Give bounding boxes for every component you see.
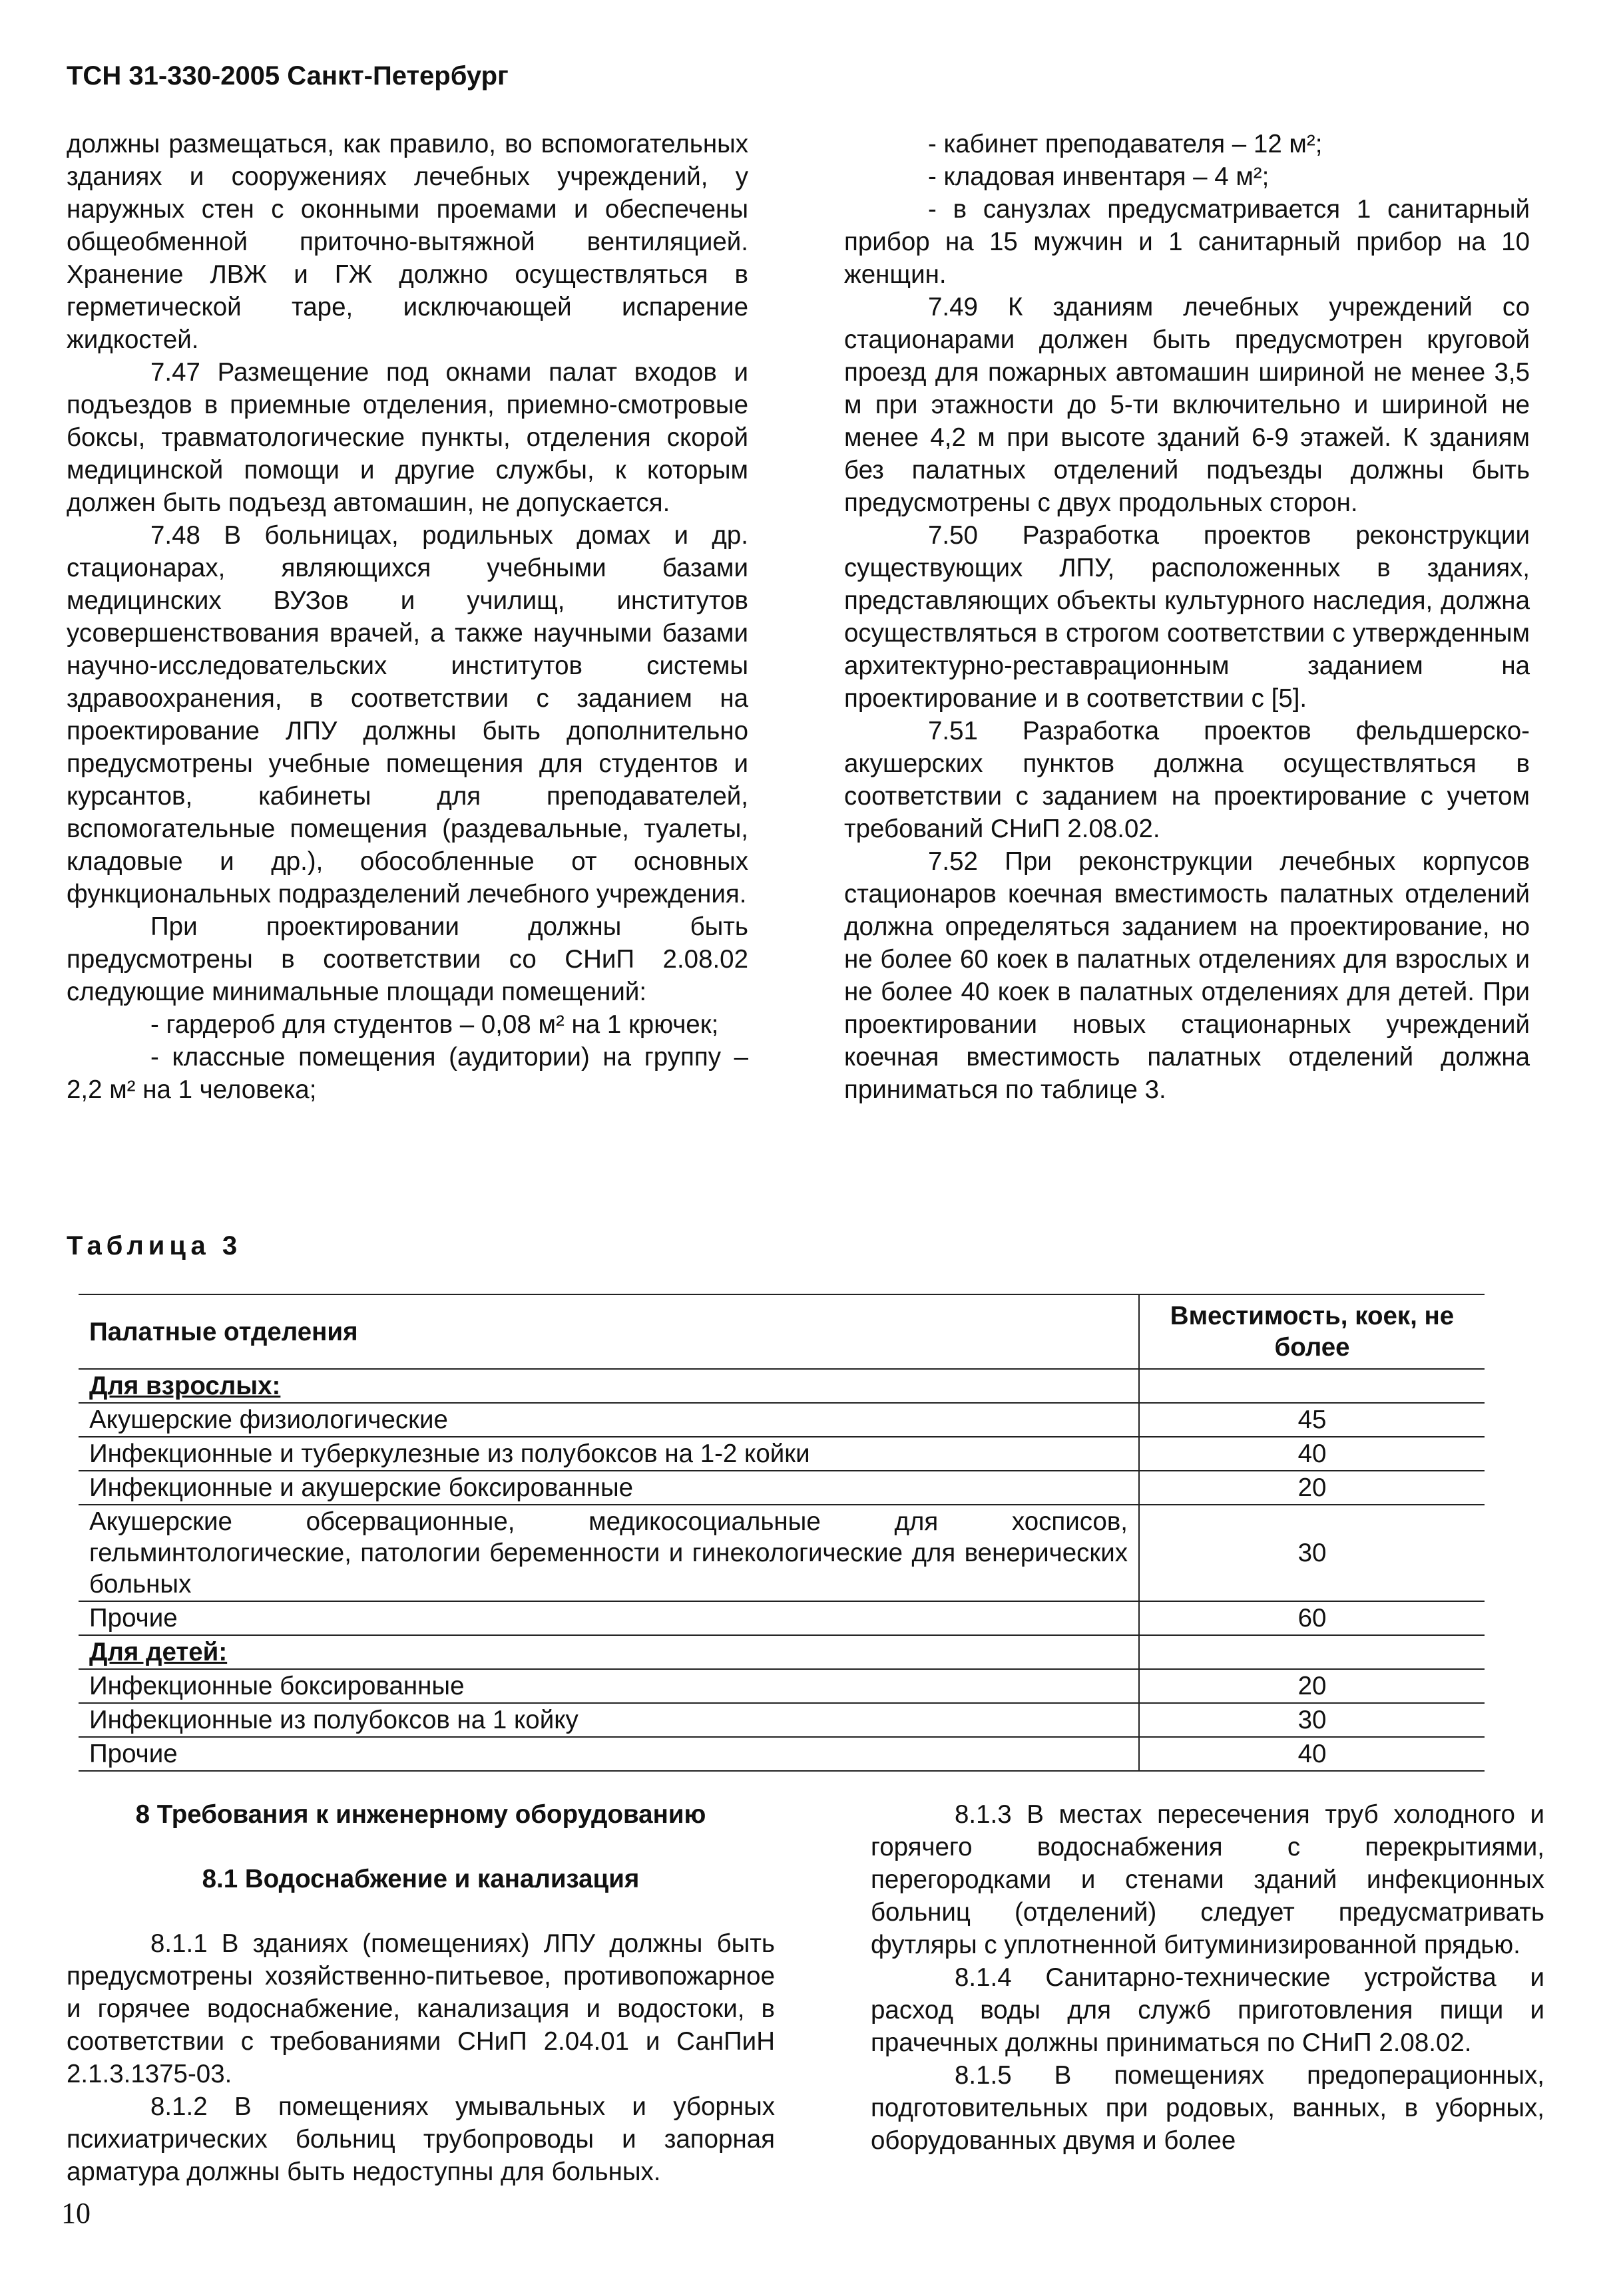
list-item: - кабинет преподавателя – 12 м²; [928, 130, 1323, 158]
paragraph-7-47: 7.47 Размещение под окнами палат входов и подъездов в приемные отделения, приемно-смотровые боксы, травматологические пункты, отделения скорой медицинской помощи и другие службы, к которым должен быть подъезд автомашин, не допускается. [67, 358, 748, 517]
table-cell: Инфекционные из полубоксов на 1 койку [79, 1703, 1139, 1737]
paragraph: При проектировании должны быть предусмотрены в соответствии со СНиП 2.08.02 следующие минимальные площади помещений: [67, 912, 748, 1006]
table-cell: Инфекционные боксированные [79, 1669, 1139, 1703]
table-cell: Акушерские обсервационные, медикосоциальные для хосписов, гельминтологические, патологии беременности и гинекологические для венерических больных [79, 1505, 1139, 1601]
table-cell: 20 [1139, 1669, 1485, 1703]
table-cell: Акушерские физиологические [79, 1403, 1139, 1437]
table-row [79, 1437, 1485, 1471]
paragraph-7-48: 7.48 В больницах, родильных домах и др. стационарах, являющихся учебными базами медицинских ВУЗов и училищ, институтов усовершенствования врачей, а также научными базами научно-исследовательских институтов системы здравоохранения, в соответствии с заданием на проектирование ЛПУ должны быть дополнительно предусмотрены учебные помещения для студентов и курсантов, кабинеты для преподавателей, вспомогательные помещения (раздевальные, туалеты, кладовые и др.), обособленные от основных функциональных подразделений лечебного учреждения. [67, 521, 748, 908]
table-cell: Инфекционные и акушерские боксированные [79, 1471, 1139, 1505]
table-cell: Прочие [79, 1737, 1139, 1771]
paragraph-7-51: 7.51 Разработка проектов фельдшерско-акушерских пунктов должна осуществляться в соответствии с заданием на проектирование с учетом требований СНиП 2.08.02. [844, 717, 1530, 843]
page-header: ТСН 31-330-2005 Санкт-Петербург [67, 61, 509, 91]
table-row [79, 1703, 1485, 1737]
group-label-adults: Для взрослых: [79, 1369, 1139, 1403]
paragraph-8-1-2: 8.1.2 В помещениях умывальных и уборных психиатрических больниц трубопроводы и запорная арматура должны быть недоступны для больных. [67, 2092, 775, 2186]
list-item: - классные помещения (аудитории) на группу – 2,2 м² на 1 человека; [67, 1043, 748, 1104]
table-row [79, 1737, 1485, 1771]
capacity-table [79, 1294, 1485, 1772]
table-row [79, 1601, 1485, 1635]
table-row [79, 1403, 1485, 1437]
table-row [79, 1669, 1485, 1703]
table-group-row [79, 1635, 1485, 1669]
list-item: - в санузлах предусматривается 1 санитарный прибор на 15 мужчин и 1 санитарный прибор на 10 женщин. [844, 195, 1530, 289]
list-item: - гардероб для студентов – 0,08 м² на 1 крючек; [150, 1010, 719, 1039]
column-header-departments: Палатные отделения [79, 1294, 1139, 1369]
right-column-bottom [871, 1798, 1544, 2157]
paragraph-7-52: 7.52 При реконструкции лечебных корпусов стационаров коечная вместимость палатных отделений должна определяться заданием на проектирование, но не более 60 коек в палатных отделениях для взрослых и не более 40 коек в палатных отделениях для детей. При проектировании новых стационарных учреждений коечная вместимость палатных отделений должна приниматься по таблице 3. [844, 847, 1530, 1104]
table-cell: 40 [1139, 1437, 1485, 1471]
table-cell: 40 [1139, 1737, 1485, 1771]
table-header-row [79, 1294, 1485, 1369]
paragraph-8-1-4: 8.1.4 Санитарно-технические устройства и расход воды для служб приготовления пищи и прачечных должны приниматься по СНиП 2.08.02. [871, 1963, 1544, 2057]
table-row [79, 1505, 1485, 1601]
group-label-children: Для детей: [79, 1635, 1139, 1669]
paragraph-8-1-5: 8.1.5 В помещениях предоперационных, подготовительных при родовых, ванных, в уборных, оборудованных двумя и более [871, 2061, 1544, 2155]
table-cell: 20 [1139, 1471, 1485, 1505]
section-heading-8: 8 Требования к инженерному оборудованию [135, 1800, 706, 1829]
paragraph-8-1-1: 8.1.1 В зданиях (помещениях) ЛПУ должны быть предусмотрены хозяйственно-питьевое, противопожарное и горячее водоснабжение, канализация и водостоки, в соответствии с требованиями СНиП 2.04.01 и СанПиН 2.1.3.1375-03. [67, 1929, 775, 2088]
paragraph: должны размещаться, как правило, во вспомогательных зданиях и сооружениях лечебных учреждений, у наружных стен с оконными проемами и обеспечены общеобменной приточно-вытяжной вентиляцией. Хранение ЛВЖ и ГЖ должно осуществляться в герметической таре, исключающей испарение жидкостей. [67, 130, 748, 354]
column-header-capacity: Вместимость, коек, не более [1139, 1294, 1485, 1369]
table-cell: 45 [1139, 1403, 1485, 1437]
section-heading-8-1: 8.1 Водоснабжение и канализация [202, 1865, 640, 1893]
table-cell: 30 [1139, 1505, 1485, 1601]
table-cell: Инфекционные и туберкулезные из полубоксов на 1-2 койки [79, 1437, 1139, 1471]
paragraph-7-50: 7.50 Разработка проектов реконструкции существующих ЛПУ, расположенных в зданиях, представляющих объекты культурного наследия, должна осуществляться в строгом соответствии с утвержденным архитектурно-реставрационным заданием на проектирование и в соответствии с [5]. [844, 521, 1530, 713]
table-cell: 60 [1139, 1601, 1485, 1635]
left-column-top [67, 128, 748, 1106]
left-column-bottom [67, 1798, 775, 2188]
table-caption: Таблица 3 [67, 1231, 242, 1260]
right-column-top [844, 128, 1530, 1106]
paragraph-7-49: 7.49 К зданиям лечебных учреждений со стационарами должен быть предусмотрен круговой проезд для пожарных автомашин шириной не менее 3,5 м при этажности до 5-ти включительно и шириной не менее 4,2 м при высоте зданий 6-9 этажей. К зданиям без палатных отделений подъезды должны быть предусмотрены с двух продольных сторон. [844, 293, 1530, 517]
table-cell: Прочие [79, 1601, 1139, 1635]
table-row [79, 1471, 1485, 1505]
list-item: - кладовая инвентаря – 4 м²; [928, 162, 1270, 191]
page-number: 10 [61, 2197, 91, 2229]
table-cell: 30 [1139, 1703, 1485, 1737]
table-group-row [79, 1369, 1485, 1403]
paragraph-8-1-3: 8.1.3 В местах пересечения труб холодного и горячего водоснабжения с перекрытиями, перегородками и стенами зданий инфекционных больниц (отделений) следует предусматривать футляры с уплотненной битуминизированной прядью. [871, 1800, 1544, 1959]
